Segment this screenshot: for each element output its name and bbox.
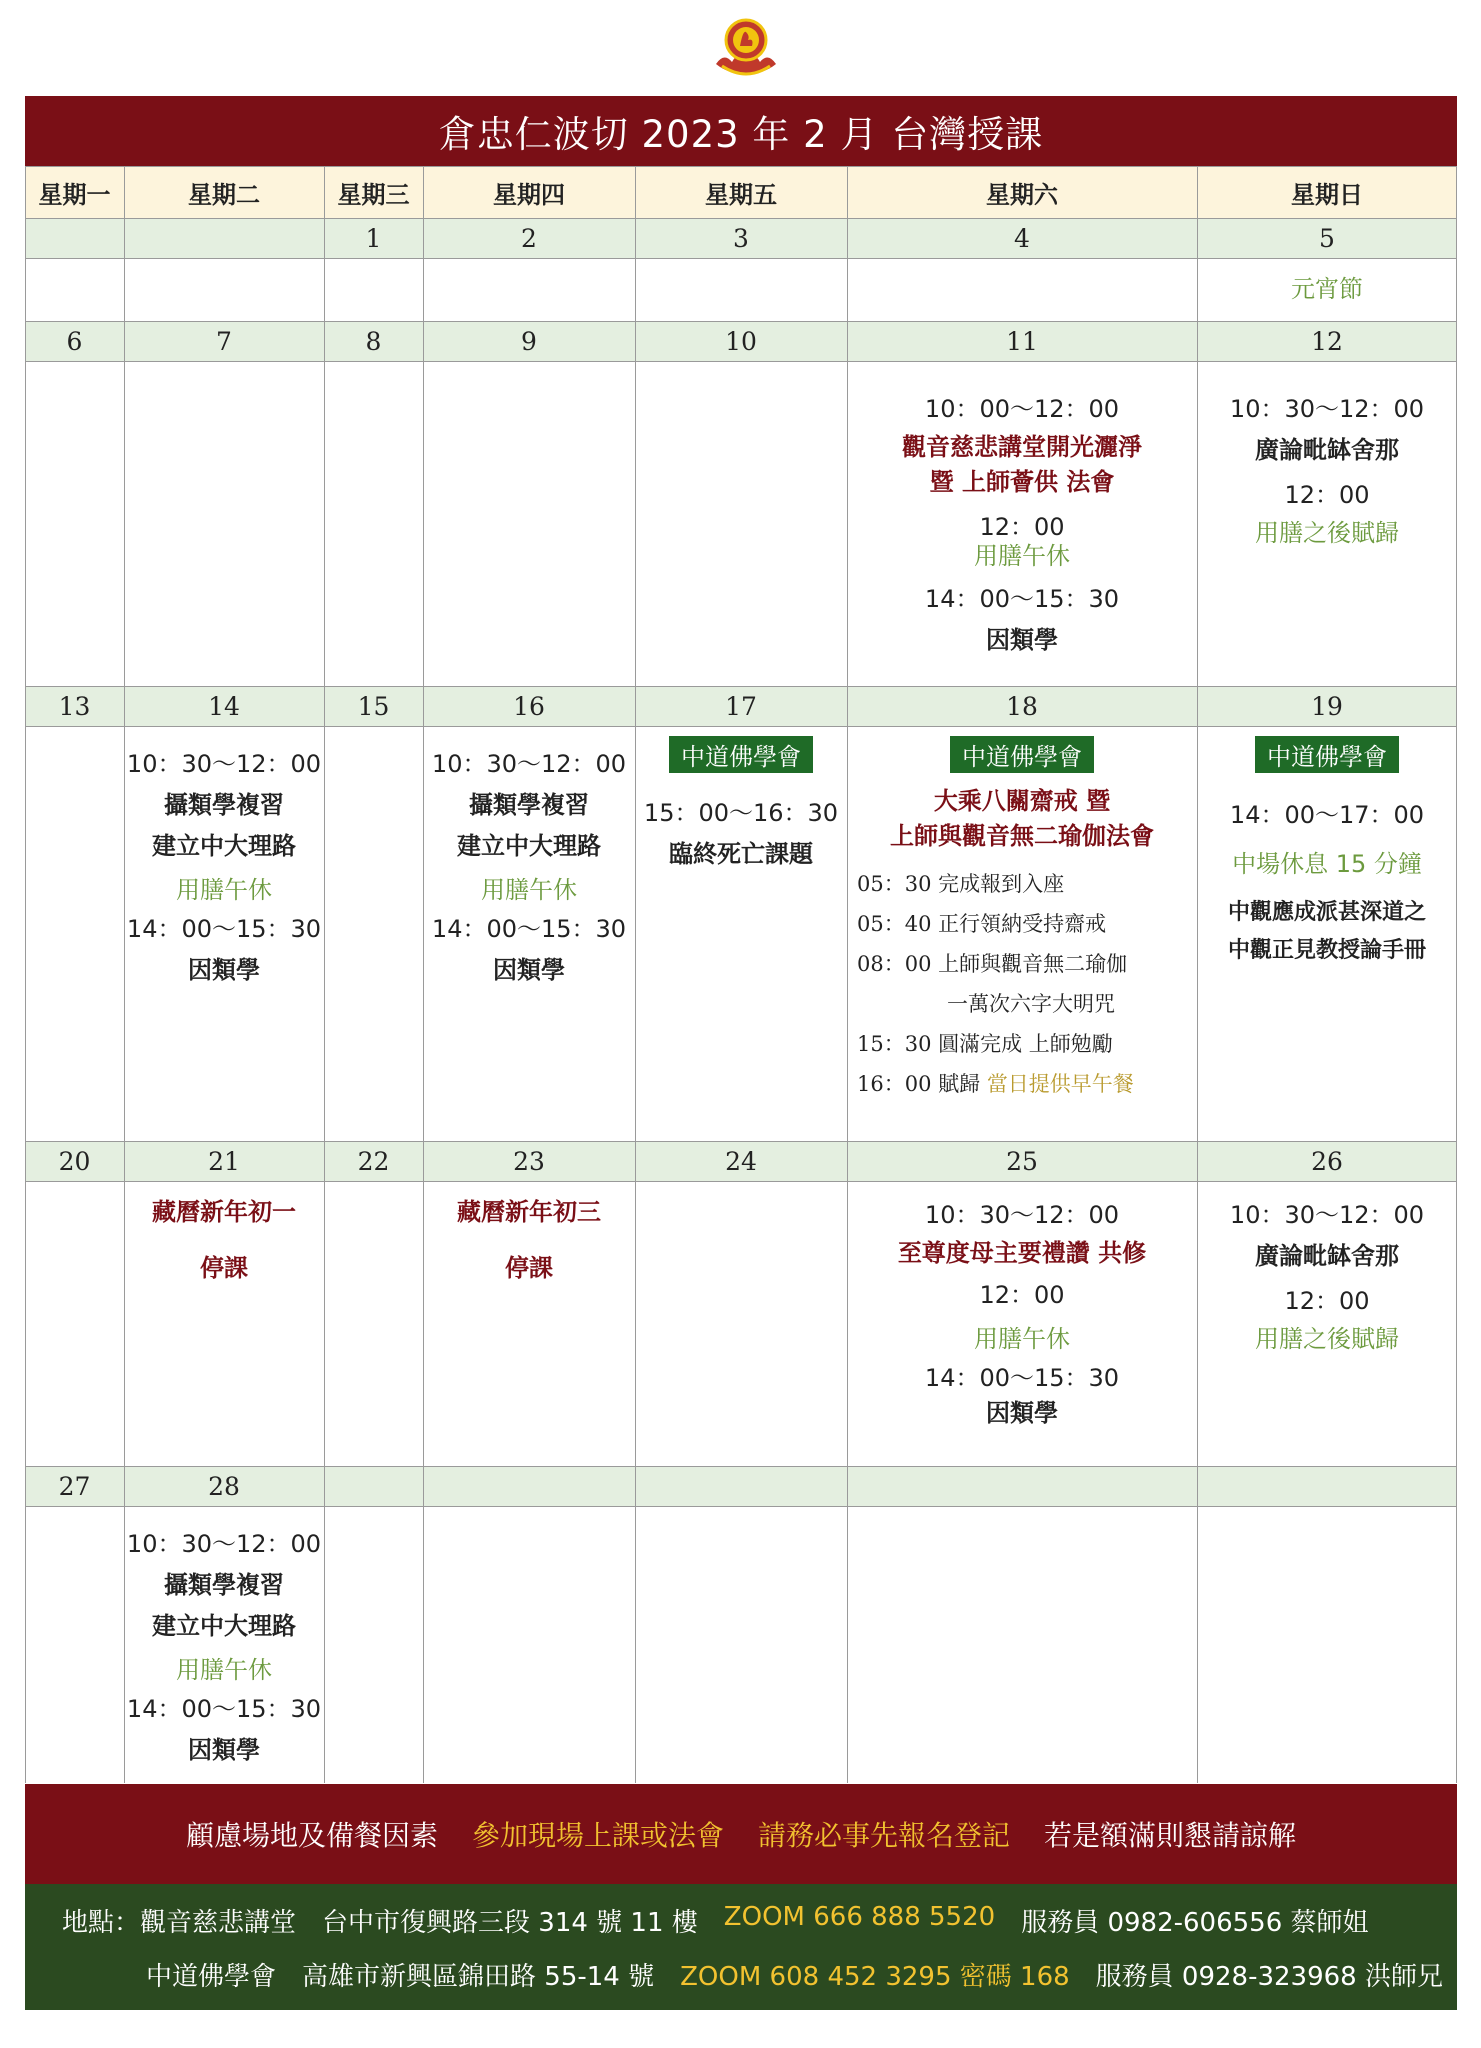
day-cell-feb-14 <box>124 726 324 1159</box>
course-title: 因類學 <box>493 954 565 984</box>
schedule-time: 16：00 賦歸 <box>857 1071 981 1096</box>
schedule-line <box>857 1068 1134 1098</box>
grid-line <box>25 258 1457 259</box>
session-time: 12：00 <box>979 1280 1065 1309</box>
course-title: 臨終死亡課題 <box>669 838 813 868</box>
break-note: 用膳午休 <box>176 1656 272 1685</box>
date-number: 4 <box>1014 223 1030 253</box>
event-title: 上師與觀音無二瑜伽法會 <box>890 820 1154 850</box>
event-title: 停課 <box>200 1252 248 1282</box>
day-cell-feb-21 <box>124 1181 324 1480</box>
date-number: 6 <box>66 326 83 356</box>
session-time: 14：00～15：30 <box>126 1695 322 1724</box>
grid-line <box>25 166 26 1783</box>
grid-line <box>25 166 1457 167</box>
venue-info-line <box>62 1902 1369 1939</box>
grid-line <box>847 166 848 1783</box>
event-title: 暨 上師薈供 法會 <box>929 466 1115 496</box>
venue-badge: 中道佛學會 <box>669 736 813 773</box>
date-number: 12 <box>1311 326 1343 356</box>
day-cell-feb-17 <box>635 726 847 1141</box>
date-number: 9 <box>521 326 537 356</box>
date-number: 7 <box>216 326 232 356</box>
day-cell-feb-5 <box>1197 258 1457 321</box>
weekday-header: 星期六 <box>986 180 1058 209</box>
course-title: 攝類學複習 <box>164 1569 284 1599</box>
date-number: 25 <box>1006 1146 1038 1176</box>
venue-badge: 中道佛學會 <box>1255 736 1399 773</box>
date-number: 24 <box>725 1146 757 1176</box>
grid-line <box>25 321 1457 322</box>
date-number: 11 <box>1006 326 1038 356</box>
course-title: 因類學 <box>188 954 260 984</box>
session-time: 10：30～12：00 <box>126 1530 322 1558</box>
session-time: 14：00～15：30 <box>126 915 322 944</box>
weekday-header: 星期四 <box>493 180 565 209</box>
session-time: 14：00～17：00 <box>1229 801 1425 829</box>
break-note: 用膳午休 <box>481 876 577 905</box>
event-title: 大乘八關齋戒 暨 <box>933 786 1111 815</box>
date-number: 10 <box>725 326 757 356</box>
venue-location: 地點：觀音慈悲講堂 <box>62 1908 297 1938</box>
venue-contact: 服務員 0982-606556 蔡師姐 <box>1021 1908 1369 1938</box>
day-cell-feb-23 <box>423 1181 635 1480</box>
date-number: 28 <box>208 1471 240 1501</box>
course-title: 廣論毗缽舍那 <box>1255 434 1399 464</box>
day-cell-feb-25 <box>847 1181 1197 1480</box>
break-note: 用膳之後賦歸 <box>1255 1325 1399 1354</box>
event-title: 觀音慈悲講堂開光灑淨 <box>902 431 1142 461</box>
calendar-grid <box>25 166 1457 1783</box>
notice-text: 顧慮場地及備餐因素 <box>185 1819 438 1852</box>
date-number: 27 <box>58 1471 91 1501</box>
break-note: 用膳午休 <box>974 542 1070 571</box>
session-time: 10：30～12：00 <box>126 750 322 778</box>
weekday-header: 星期日 <box>1291 180 1363 209</box>
session-time: 10：30～12：00 <box>924 1201 1120 1229</box>
date-number: 13 <box>58 691 91 721</box>
grid-line <box>1197 166 1198 1783</box>
venue-address: 台中市復興路三段 314 號 11 樓 <box>322 1908 698 1938</box>
course-title: 建立中大理路 <box>152 830 296 860</box>
event-title: 至尊度母主要禮讚 共修 <box>897 1237 1147 1267</box>
session-time: 14：00～15：30 <box>924 584 1120 613</box>
day-cell-feb-12 <box>1197 361 1457 714</box>
date-number: 23 <box>513 1146 545 1176</box>
day-cell-feb-16 <box>423 726 635 1159</box>
session-time: 12：00 <box>979 513 1065 542</box>
weekday-header: 星期二 <box>188 180 260 209</box>
break-note: 用膳午休 <box>974 1325 1070 1354</box>
venue-info <box>25 1884 1457 2010</box>
grid-line <box>324 166 325 1783</box>
schedule-line: 15：30 圓滿完成 上師勉勵 <box>857 1031 1113 1056</box>
venue-badge: 中道佛學會 <box>950 736 1094 773</box>
date-number: 21 <box>208 1146 240 1176</box>
dharma-lotus-logo-icon <box>710 12 782 84</box>
meal-note: 當日提供早午餐 <box>986 1071 1134 1096</box>
date-number: 22 <box>357 1146 390 1176</box>
session-time: 10：30～12：00 <box>1229 395 1425 423</box>
grid-line <box>25 218 1457 219</box>
venue-info-line <box>146 1956 1443 1993</box>
grid-line <box>25 1141 1457 1142</box>
schedule-line: 一萬次六字大明咒 <box>947 991 1115 1016</box>
date-number: 3 <box>733 223 749 253</box>
weekday-header: 星期三 <box>337 180 410 209</box>
venue-address: 高雄市新興區錦田路 55-14 號 <box>302 1962 655 1992</box>
session-time: 10：00～12：00 <box>924 395 1120 423</box>
day-cell-feb-11 <box>847 361 1197 714</box>
session-time: 10：30～12：00 <box>1229 1201 1425 1229</box>
date-number: 17 <box>725 691 757 721</box>
break-note: 用膳之後賦歸 <box>1255 519 1399 548</box>
course-title: 攝類學複習 <box>164 789 284 819</box>
date-number: 15 <box>357 691 390 721</box>
notice-highlight: 參加現場上課或法會 <box>471 1819 724 1852</box>
weekday-header: 星期一 <box>38 180 111 209</box>
course-title: 建立中大理路 <box>152 1610 296 1640</box>
course-title: 建立中大理路 <box>457 830 601 860</box>
date-number: 14 <box>208 691 240 721</box>
event-title: 停課 <box>505 1252 553 1282</box>
day-cell-feb-18 <box>847 726 1197 1141</box>
date-number: 19 <box>1311 691 1343 721</box>
date-number: 8 <box>365 326 382 356</box>
grid-line <box>25 726 1457 727</box>
grid-line <box>25 686 1457 687</box>
schedule-line: 08：00 上師與觀音無二瑜伽 <box>857 951 1128 976</box>
day-cell-feb-28 <box>124 1506 324 1801</box>
notice-highlight: 請務必事先報名登記 <box>758 1819 1011 1852</box>
date-number: 5 <box>1319 223 1335 253</box>
course-title: 因類學 <box>986 1397 1058 1427</box>
notice-text: 若是額滿則懇請諒解 <box>1044 1819 1297 1852</box>
grid-line <box>25 1181 1457 1182</box>
day-cell-feb-19 <box>1197 726 1457 1141</box>
grid-line <box>1456 166 1457 1783</box>
course-title: 中觀應成派甚深道之 <box>1227 898 1426 925</box>
zoom-id: ZOOM 666 888 5520 <box>723 1902 996 1932</box>
date-number: 2 <box>521 223 537 253</box>
day-cell-feb-26 <box>1197 1181 1457 1480</box>
date-number: 1 <box>365 223 382 253</box>
holiday-label: 元宵節 <box>1291 275 1363 304</box>
session-time: 14：00～15：30 <box>431 915 627 944</box>
grid-line <box>423 166 424 1783</box>
registration-notice <box>25 1784 1457 1884</box>
break-note: 用膳午休 <box>176 876 272 905</box>
weekday-header: 星期五 <box>705 180 777 209</box>
grid-line <box>635 166 636 1783</box>
event-title: 藏曆新年初三 <box>457 1197 601 1226</box>
event-title: 藏曆新年初一 <box>152 1197 296 1226</box>
course-title: 因類學 <box>986 624 1058 654</box>
date-number: 16 <box>513 691 545 721</box>
course-title: 中觀正見教授論手冊 <box>1227 936 1426 963</box>
session-time: 12：00 <box>1284 1286 1370 1315</box>
session-time: 14：00～15：30 <box>924 1364 1120 1393</box>
page-title: 倉忠仁波切 2023 年 2 月 台灣授課 <box>25 96 1457 166</box>
date-number: 20 <box>58 1146 91 1176</box>
session-time: 12：00 <box>1284 480 1370 509</box>
grid-line <box>124 166 125 1783</box>
grid-line <box>25 1466 1457 1467</box>
schedule-line: 05：40 正行領納受持齋戒 <box>857 911 1107 936</box>
break-note: 中場休息 15 分鐘 <box>1232 849 1422 878</box>
date-number: 26 <box>1311 1146 1343 1176</box>
venue-location: 中道佛學會 <box>146 1962 277 1992</box>
grid-line <box>25 361 1457 362</box>
grid-line <box>25 1506 1457 1507</box>
course-title: 因類學 <box>188 1734 260 1764</box>
course-title: 攝類學複習 <box>469 789 589 819</box>
course-title: 廣論毗缽舍那 <box>1255 1240 1399 1270</box>
schedule-line: 05：30 完成報到入座 <box>857 871 1065 896</box>
zoom-id: ZOOM 608 452 3295 密碼 168 <box>680 1962 1070 1992</box>
session-time: 15：00～16：30 <box>643 799 839 827</box>
date-number: 18 <box>1006 691 1038 721</box>
venue-contact: 服務員 0928-323968 洪師兄 <box>1095 1962 1443 1992</box>
session-time: 10：30～12：00 <box>431 750 627 778</box>
